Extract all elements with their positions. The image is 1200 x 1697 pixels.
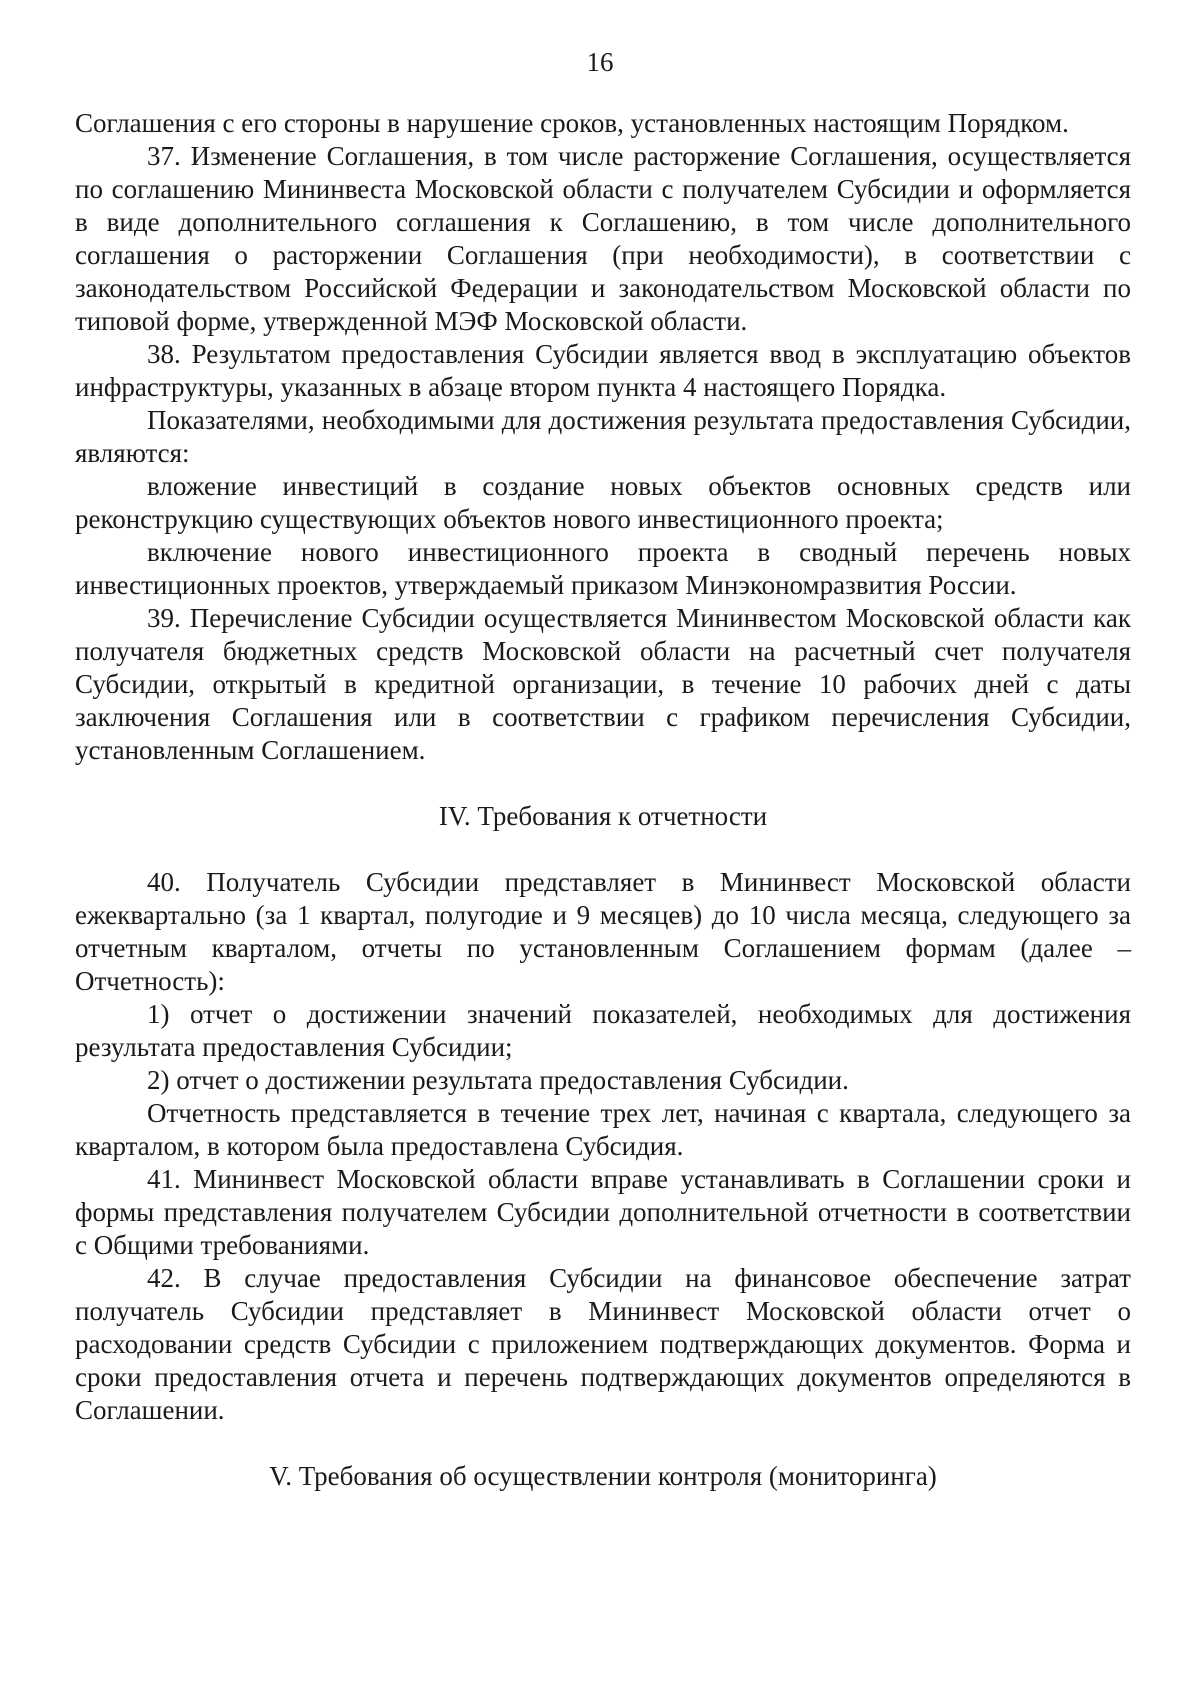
paragraph-37: 37. Изменение Соглашения, в том числе расторжение Соглашения, осуществляется по соглашению Мининвеста Московской области с получателем Субсидии и оформляется в виде дополнительного соглашения к Соглашению, в том числе дополнительного соглашения о расторжении Соглашения (при необходимости), в соответствии с законодательством Российской Федерации и законодательством Московской области по типовой форме, утвержденной МЭФ Московской области. <box>75 141 1131 336</box>
paragraph-40: 40. Получатель Субсидии представляет в Мининвест Московской области ежеквартально (за 1 квартал, полугодие и 9 месяцев) до 10 числа месяца, следующего за отчетным кварталом, отчеты по установленным Соглашением формам (далее – Отчетность): <box>75 867 1131 996</box>
section-4-heading: IV. Требования к отчетности <box>438 801 768 831</box>
paragraph-39: 39. Перечисление Субсидии осуществляется Мининвестом Московской области как получателя бюджетных средств Московской области на расчетный счет получателя Субсидии, открытый в кредитной организации, в течение 10 рабочих дней с даты заключения Соглашения или в соответствии с графиком перечисления Субсидии, установленным Соглашением. <box>75 603 1131 765</box>
paragraph-indicators: Показателями, необходимыми для достижения результата предоставления Субсидии, являются: <box>75 405 1131 468</box>
page-number: 16 <box>586 47 614 77</box>
paragraph-42: 42. В случае предоставления Субсидии на финансовое обеспечение затрат получатель Субсидии представляет в Мининвест Московской области отчет о расходовании средств Субсидии с приложением подтверждающих документов. Форма и сроки предоставления отчета и перечень подтверждающих документов определяются в Соглашении. <box>75 1263 1131 1425</box>
section-5-heading: V. Требования об осуществлении контроля (мониторинга) <box>269 1461 937 1491</box>
paragraph-indicator-investment: вложение инвестиций в создание новых объектов основных средств или реконструкцию существующих объектов нового инвестиционного проекта; <box>75 471 1131 534</box>
paragraph-indicator-inclusion: включение нового инвестиционного проекта в сводный перечень новых инвестиционных проектов, утверждаемый приказом Минэкономразвития России. <box>75 537 1131 600</box>
paragraph-40-item-1: 1) отчет о достижении значений показателей, необходимых для достижения результата предоставления Субсидии; <box>75 999 1131 1062</box>
paragraph-reporting-period: Отчетность представляется в течение трех лет, начиная с квартала, следующего за кварталом, в котором была предоставлена Субсидия. <box>75 1098 1131 1161</box>
paragraph-continuation: Соглашения с его стороны в нарушение сроков, установленных настоящим Порядком. <box>75 108 1069 138</box>
paragraph-40-item-2: 2) отчет о достижении результата предоставления Субсидии. <box>147 1065 849 1095</box>
paragraph-41: 41. Мининвест Московской области вправе устанавливать в Соглашении сроки и формы представления получателем Субсидии дополнительной отчетности в соответствии с Общими требованиями. <box>75 1164 1131 1260</box>
document-body <box>75 107 1131 1493</box>
paragraph-38: 38. Результатом предоставления Субсидии является ввод в эксплуатацию объектов инфраструктуры, указанных в абзаце втором пункта 4 настоящего Порядка. <box>75 339 1131 402</box>
